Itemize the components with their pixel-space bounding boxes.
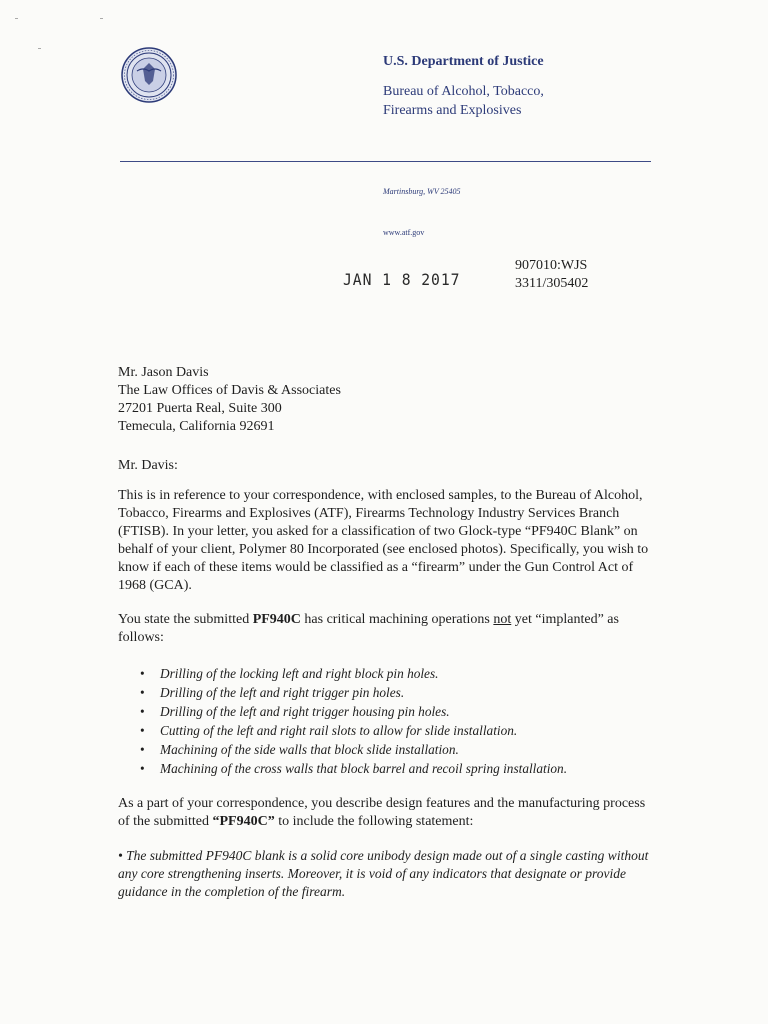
bullet-symbol: • bbox=[140, 742, 145, 757]
list-item-text: Cutting of the left and right rail slots to allow for slide installation. bbox=[160, 723, 518, 738]
list-item bbox=[140, 664, 660, 683]
recipient-address bbox=[118, 364, 341, 436]
list-item-text: Machining of the side walls that block slide installation. bbox=[160, 742, 459, 757]
recipient-firm: The Law Offices of Davis & Associates bbox=[118, 383, 341, 398]
recipient-street: 27201 Puerta Real, Suite 300 bbox=[118, 401, 282, 416]
list-item-text: Machining of the cross walls that block barrel and recoil spring installation. bbox=[160, 761, 568, 776]
paragraph-correspondence-post: to include the following statement: bbox=[274, 814, 474, 829]
reference-line-2: 3311/305402 bbox=[515, 276, 589, 291]
machining-operations-list bbox=[140, 664, 660, 778]
recipient-city: Temecula, California 92691 bbox=[118, 419, 275, 434]
paragraph-reference: This is in reference to your correspondence, with enclosed samples, to the Bureau of Alcohol, Tobacco, Firearms and Explosives (ATF), Firearms Technology Industry Services Branch (FTISB). In your letter, you asked for a classification of two Glock-type “PF940C Blank” on behalf of your client, Polymer 80 Incorporated (see enclosed photos). Specifically, you wish to know if each of these items would be classified as a “firearm” under the Gun Control Act of 1968 (GCA). bbox=[118, 488, 649, 593]
paragraph-statement-not: not bbox=[493, 612, 512, 627]
salutation: Mr. Davis: bbox=[118, 458, 178, 473]
doj-seal-icon bbox=[121, 47, 177, 103]
letterhead-agency bbox=[383, 52, 544, 120]
bullet-symbol: • bbox=[140, 704, 145, 719]
list-item bbox=[140, 721, 660, 740]
quoted-statement: • The submitted PF940C blank is a solid core unibody design made out of a single casting without any core strengthening inserts. Moreover, it is void of any indicators that designate or provide guidance in the completion of the firearm. bbox=[118, 848, 649, 899]
list-item-text: Drilling of the left and right trigger housing pin holes. bbox=[160, 704, 450, 719]
list-item-text: Drilling of the left and right trigger pin holes. bbox=[160, 685, 405, 700]
reference-numbers bbox=[515, 257, 588, 293]
paragraph-correspondence-product: “PF940C” bbox=[212, 814, 275, 829]
paragraph-statement-product: PF940C bbox=[252, 612, 301, 627]
date-stamp: JAN 1 8 2017 bbox=[343, 270, 461, 289]
list-item bbox=[140, 740, 660, 759]
letterhead-divider bbox=[120, 161, 651, 162]
bureau-line-2: Firearms and Explosives bbox=[383, 103, 522, 118]
list-item bbox=[140, 759, 660, 778]
scan-speck bbox=[38, 48, 41, 49]
paragraph-correspondence-pre: As a part of your correspondence, you describe design features and the manufacturing process of the submitted bbox=[118, 796, 646, 829]
paragraph-correspondence bbox=[118, 795, 658, 831]
paragraph-statement bbox=[118, 611, 658, 647]
list-item-text: Drilling of the locking left and right block pin holes. bbox=[160, 666, 439, 681]
bullet-symbol: • bbox=[140, 666, 145, 681]
paragraph-statement-post: yet “implanted” as follows: bbox=[118, 612, 619, 645]
bullet-symbol: • bbox=[140, 761, 145, 776]
paragraph-statement-mid: has critical machining operations bbox=[300, 612, 494, 627]
letterhead-city: Martinsburg, WV 25405 bbox=[383, 187, 461, 196]
scan-speck bbox=[100, 18, 103, 19]
bullet-symbol: • bbox=[140, 685, 145, 700]
letterhead-website: www.atf.gov bbox=[383, 228, 425, 237]
reference-line-1: 907010:WJS bbox=[515, 258, 588, 273]
list-item bbox=[140, 683, 660, 702]
department-name: U.S. Department of Justice bbox=[383, 54, 544, 69]
list-item bbox=[140, 702, 660, 721]
paragraph-statement-pre: You state the submitted bbox=[118, 612, 253, 627]
recipient-name: Mr. Jason Davis bbox=[118, 365, 209, 380]
bureau-line-1: Bureau of Alcohol, Tobacco, bbox=[383, 84, 544, 99]
bullet-symbol: • bbox=[140, 723, 145, 738]
scan-speck bbox=[15, 18, 18, 19]
